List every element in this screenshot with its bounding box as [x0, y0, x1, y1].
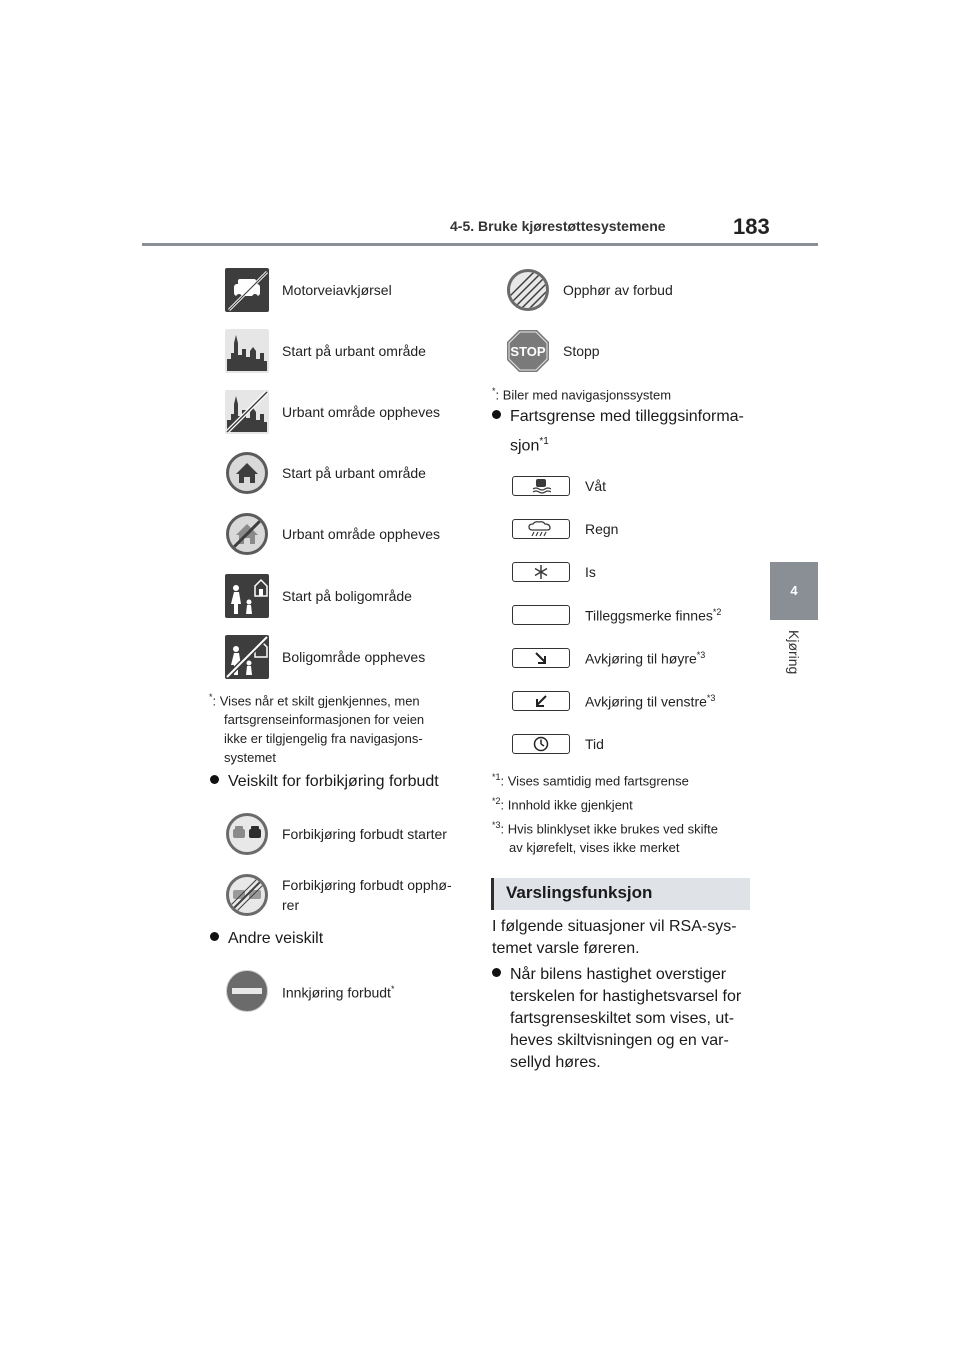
clock-icon — [512, 734, 570, 754]
section-heading-text: Varslingsfunksjon — [506, 883, 653, 902]
footnote-marker: *3 — [696, 649, 706, 660]
footnote-marker: * — [492, 386, 496, 396]
footnote-text: : Vises når et skilt gjenkjennes, men — [212, 693, 420, 709]
paragraph — [492, 916, 737, 960]
snowflake-icon — [512, 562, 570, 582]
sign-label: Stopp — [563, 343, 600, 359]
sign-row — [225, 329, 426, 373]
plate-row — [512, 605, 721, 625]
plate-label: Is — [585, 564, 596, 580]
bullet-text: Andre veiskilt — [228, 930, 324, 947]
sign-row — [225, 268, 392, 312]
bullet-text: fartsgrenseskiltet som vises, ut- — [510, 1010, 735, 1027]
no-overtaking-icon — [225, 812, 269, 856]
arrow-down-left-icon — [512, 691, 570, 711]
plate-label: Våt — [585, 478, 607, 494]
bullet-text: Når bilens hastighet overstiger — [510, 966, 727, 983]
paragraph-line: temet varsle føreren. — [492, 940, 640, 957]
plate-label-text: Avkjøring til venstre — [585, 693, 707, 710]
bullet-dot — [492, 410, 501, 419]
bullet-dot — [210, 775, 219, 784]
sign-row — [225, 873, 452, 917]
bullet-item — [492, 405, 744, 429]
bullet-text: Veiskilt for forbikjøring forbudt — [228, 773, 439, 790]
footnote-marker: *2 — [492, 796, 501, 806]
house-round-crossed-icon — [225, 512, 269, 556]
sign-label: Urbant område oppheves — [282, 526, 440, 542]
footnote-marker: *3 — [706, 692, 716, 703]
city-skyline-crossed-icon — [225, 390, 269, 434]
motorway-exit-icon — [225, 268, 269, 312]
footnote-marker: * — [209, 692, 213, 702]
sign-label: Boligområde oppheves — [282, 649, 426, 665]
footnote-text: : Innhold ikke gjenkjent — [500, 797, 633, 813]
plate-row — [512, 648, 705, 668]
wet-road-icon — [512, 476, 570, 496]
bullet-text: Fartsgrense med tilleggsinforma- — [510, 408, 744, 425]
footnote — [492, 792, 633, 814]
chapter-tab: 4 — [770, 562, 818, 620]
page-number: 183 — [733, 214, 770, 239]
bullet-dot — [210, 932, 219, 941]
bullet-text: sjon — [510, 437, 540, 455]
plate-label-text: Avkjøring til høyre — [585, 650, 697, 667]
house-round-icon — [225, 451, 269, 495]
end-of-restriction-icon — [506, 268, 550, 312]
footnote-text: fartsgrenseinformasjonen for veien — [224, 712, 425, 728]
plate-label — [585, 693, 715, 710]
sign-row — [225, 969, 394, 1013]
footnote-marker: *3 — [492, 820, 501, 830]
sign-label: Start på urbant område — [282, 465, 426, 481]
bullet-dot — [492, 968, 501, 977]
plate-row — [512, 519, 618, 539]
sign-label: Urbant område oppheves — [282, 404, 440, 420]
bullet-text: heves skiltvisningen og en var- — [510, 1032, 729, 1049]
no-entry-icon — [225, 969, 269, 1013]
footnote — [209, 688, 469, 767]
bullet-item — [210, 927, 323, 951]
plate-label: Regn — [585, 521, 619, 537]
plate-label — [585, 607, 721, 624]
residential-area-icon — [225, 574, 269, 618]
header-divider — [142, 243, 818, 246]
sign-label — [282, 979, 394, 1003]
footnote-text: av kjørefelt, vises ikke merket — [509, 840, 680, 856]
paragraph-line: I følgende situasjoner vil RSA-sys- — [492, 918, 737, 935]
footnote-text: : Biler med navigasjonssystem — [495, 387, 672, 403]
sign-row — [225, 812, 447, 856]
sign-row — [225, 390, 440, 434]
sign-label: Opphør av forbud — [563, 282, 673, 298]
footnote-marker: *2 — [712, 606, 722, 617]
footnote-marker: *1 — [492, 772, 501, 782]
residential-area-crossed-icon — [225, 635, 269, 679]
plate-row — [512, 562, 596, 582]
sign-label: Start på boligområde — [282, 588, 412, 604]
bullet-item — [210, 770, 439, 794]
sign-row — [225, 512, 440, 556]
plate-row — [512, 691, 715, 711]
sign-label: Forbikjøring forbudt starter — [282, 826, 447, 842]
footnote — [492, 768, 689, 790]
footnote-text: systemet — [224, 750, 277, 766]
plate-row — [512, 476, 606, 496]
city-skyline-icon — [225, 329, 269, 373]
section-heading — [491, 878, 750, 910]
section-title: 4-5. Bruke kjørestøttesystemene — [450, 218, 666, 234]
bullet-item-continued — [510, 430, 549, 458]
sign-label — [282, 875, 452, 915]
bullet-item — [492, 964, 741, 1074]
sign-label: Motorveiavkjørsel — [282, 282, 392, 298]
rain-cloud-icon — [512, 519, 570, 539]
plate-label — [585, 650, 705, 667]
sign-label-text: Innkjøring forbudt — [282, 984, 391, 1001]
stop-sign-text: STOP — [510, 344, 546, 359]
bullet-text: sellyd høres. — [510, 1054, 601, 1071]
footnote-text: : Vises samtidig med fartsgrense — [500, 773, 689, 789]
sign-label: Start på urbant område — [282, 343, 426, 359]
blank-plate-icon — [512, 605, 570, 625]
sign-row — [225, 635, 425, 679]
bullet-text: terskelen for hastighetsvarsel for — [510, 988, 742, 1005]
plate-label-text: Tilleggsmerke finnes — [585, 607, 713, 624]
no-overtaking-end-icon — [225, 873, 269, 917]
sign-row — [506, 329, 600, 373]
footnote-marker: * — [390, 984, 395, 995]
plate-label: Tid — [585, 736, 604, 752]
sign-row — [225, 451, 426, 495]
footnote — [492, 816, 718, 857]
plate-row — [512, 734, 604, 754]
sign-label-line: Forbikjøring forbudt opphø- — [282, 877, 452, 893]
footnote-text: ikke er tilgjengelig fra navigasjons- — [224, 731, 423, 747]
arrow-down-right-icon — [512, 648, 570, 668]
stop-sign-icon — [506, 329, 550, 373]
sign-row — [225, 574, 412, 618]
chapter-label: Kjøring — [786, 630, 802, 675]
footnote-marker: *1 — [539, 436, 549, 447]
footnote — [492, 382, 671, 404]
footnote-text: : Hvis blinklyset ikke brukes ved skifte — [500, 821, 718, 837]
sign-row — [506, 268, 673, 312]
sign-label-line: rer — [282, 897, 300, 913]
